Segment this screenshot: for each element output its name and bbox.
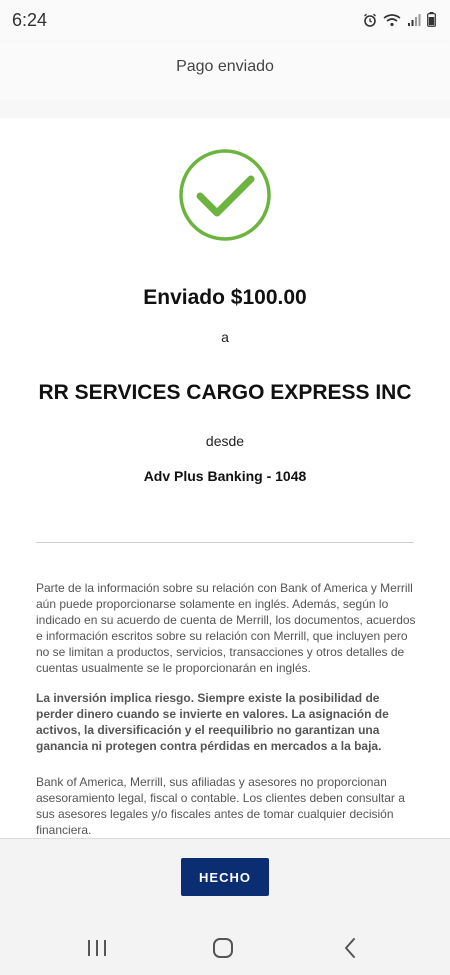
- from-label: desde: [205, 433, 245, 449]
- page-title: Pago enviado: [176, 58, 274, 75]
- status-icons: [363, 12, 436, 27]
- done-button[interactable]: HECHO: [181, 858, 269, 896]
- divider: [36, 542, 414, 543]
- recipient-name: RR SERVICES CARGO EXPRESS INC: [38, 381, 412, 404]
- battery-icon: [427, 12, 436, 27]
- wifi-icon: [383, 13, 401, 27]
- content-area: [0, 100, 450, 838]
- recent-apps-icon[interactable]: [85, 936, 109, 960]
- language-disclaimer: Parte de la información sobre su relación con Bank of America y Merrill aún puede proporcionarse solamente en inglés. Además, según lo indicado en su acuerdo de cuenta de Merrill, los documentos, acuerdos e información escritos sobre su relación con Merrill, que incluyen pero no se limitan a productos, servicios, transacciones y otros detalles de cuentas usualmente se le proporcionarán en inglés.: [36, 581, 416, 675]
- signal-icon: [407, 13, 421, 27]
- bottom-action-bar: [0, 838, 450, 918]
- advice-disclaimer: Bank of America, Merrill, sus afiliadas y asesores no proporcionan asesoramiento legal, fiscal o contable. Los clientes deben consultar a sus asesores legales y/o fiscales antes de tomar cualquier decisión financiera.: [36, 775, 405, 837]
- to-label: a: [221, 329, 229, 345]
- confirmation-card: [0, 118, 450, 838]
- risk-disclaimer: La inversión implica riesgo. Siempre existe la posibilidad de perder dinero cuando se invierte en valores. La asignación de activos, la diversificación y el reequilibrio no garantizan una ganancia ni protegen contra pérdidas en mercados a la baja.: [36, 691, 389, 753]
- app-header: [0, 42, 450, 100]
- status-bar: [0, 0, 450, 42]
- sent-amount: Enviado $100.00: [143, 286, 307, 309]
- status-time: 6:24: [12, 10, 48, 30]
- home-icon[interactable]: [211, 936, 235, 960]
- checkmark-circle-icon: [178, 148, 272, 242]
- back-icon[interactable]: [339, 936, 363, 960]
- source-account: Adv Plus Banking - 1048: [143, 468, 307, 484]
- alarm-icon: [363, 13, 377, 27]
- system-nav-bar: [0, 918, 450, 975]
